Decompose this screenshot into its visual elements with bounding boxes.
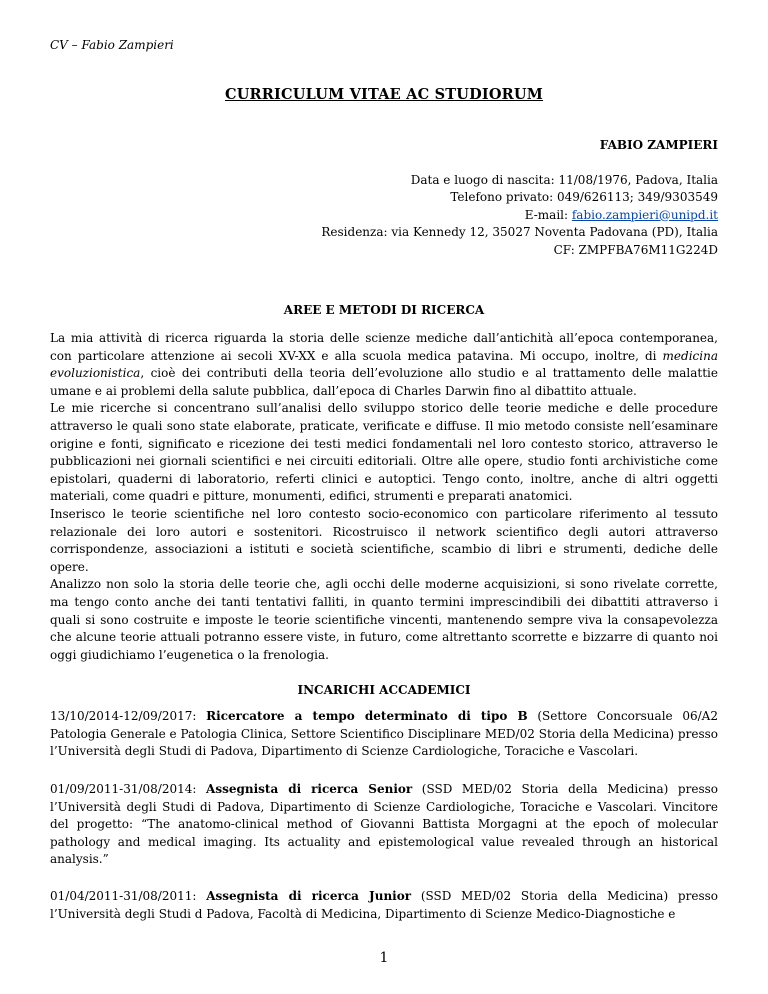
research-p1-emphasis: medicina evoluzionistica bbox=[50, 348, 718, 381]
email-line bbox=[321, 207, 718, 225]
email-label: E-mail: bbox=[524, 207, 572, 222]
position-role: Ricercatore a tempo determinato di tipo B bbox=[206, 709, 528, 723]
position-entry-3 bbox=[50, 888, 718, 923]
position-dates: 13/10/2014-12/09/2017: bbox=[50, 709, 207, 723]
residence-info: Residenza: via Kennedy 12, 35027 Noventa Padovana (PD), Italia bbox=[321, 225, 718, 240]
position-description: (SSD MED/02 Storia della Medicina) presso l’Università degli Studi di Padova, Dipartimento di Scienze Cardiologiche, Toraciche e Vascolari. Vincitore del progetto: “The anatomo-clinical method of Giovanni Battista Morgagni at the epoch of molecular pathology and medical imaging. Its actuality and epistemological value revealed through an historical analysis.” bbox=[50, 782, 718, 867]
phone-info: Telefono privato: 049/626113; 349/9303549 bbox=[450, 190, 718, 205]
research-paragraph-3: Inserisco le teorie scientifiche nel loro contesto socio-economico con particolare riferimento al tessuto relazionale dei loro autori e sostenitori. Ricostruisco il network scientifico degli autori attraverso corrispondenze, associazioni a istituti e società scientifiche, scambio di libri e strumenti, dediche delle opere. bbox=[50, 506, 718, 574]
section-heading-research: AREE E METODI DI RICERCA bbox=[283, 303, 485, 317]
birth-info: Data e luogo di nascita: 11/08/1976, Padova, Italia bbox=[410, 172, 718, 187]
running-header: CV – Fabio Zampieri bbox=[50, 38, 174, 52]
research-section bbox=[50, 330, 718, 664]
position-role: Assegnista di ricerca Junior bbox=[206, 889, 412, 903]
position-role: Assegnista di ricerca Senior bbox=[206, 782, 413, 796]
page-number: 1 bbox=[379, 950, 389, 966]
page-title: CURRICULUM VITAE AC STUDIORUM bbox=[224, 86, 544, 103]
position-description: (Settore Concorsuale 06/A2 Patologia Generale e Patologia Clinica, Settore Scientifico Disciplinare MED/02 Storia della Medicina) presso l’Università degli Studi di Padova, Dipartimento di Scienze Cardiologiche, Toraciche e Vascolari. bbox=[50, 709, 718, 759]
email-link[interactable]: fabio.zampieri@unipd.it bbox=[571, 207, 718, 222]
position-entry-2 bbox=[50, 781, 718, 869]
research-p1-text-a: La mia attività di ricerca riguarda la storia delle scienze mediche dall’antichità all’epoca contemporanea, con particolare attenzione ai secoli XV-XX e alla scuola medica patavina. Mi occupo, inoltre, di bbox=[50, 331, 718, 363]
author-name: FABIO ZAMPIERI bbox=[599, 138, 718, 152]
position-description: (SSD MED/02 Storia della Medicina) presso l’Università degli Studi d Padova, Facoltà di Medicina, Dipartimento di Scienze Medico-Diagnostiche e bbox=[50, 889, 718, 921]
research-paragraph-1 bbox=[50, 330, 718, 400]
research-paragraph-2: Le mie ricerche si concentrano sull’analisi dello sviluppo storico delle teorie mediche e delle procedure attraverso le quali sono state elaborate, praticate, verificate e diffuse. Il mio metodo consiste nell’esaminare origine e fonti, significato e ricezione dei testi medici fondamentali nel loro contesto storico, attraverso le pubblicazioni nei giornali scientifici e nei circuiti editoriali. Oltre alle opere, studio fonti archivistiche come epistolari, quaderni di laboratorio, referti clinici e autoptici. Tengo conto, inoltre, anche di altri oggetti materiali, come quadri e pitture, monumenti, edifici, strumenti e preparati anatomici. bbox=[50, 401, 718, 504]
research-p1-text-b: , cioè dei contributi della teoria dell’evoluzione allo studio e al trattamento delle malattie umane e ai problemi della salute pubblica, dall’epoca di Charles Darwin fino al dibattito attuale. bbox=[50, 366, 718, 398]
research-paragraph-4: Analizzo non solo la storia delle teorie che, agli occhi delle moderne acquisizioni, si sono rivelate corrette, ma tengo conto anche dei tanti tentativi falliti, in quanto termini imprescindibili dei dibattiti attraverso i quali si sono costruite e imposte le teorie scientifiche vincenti, mantenendo sempre viva la consapevolezza che alcune teorie attuali potranno essere viste, in futuro, come altrettanto scorrette e bizzarre di quanto noi oggi giudichiamo l’eugenetica o la frenologia. bbox=[50, 577, 718, 662]
tax-code: CF: ZMPFBA76M11G224D bbox=[553, 242, 718, 257]
author-info bbox=[321, 137, 718, 260]
section-heading-positions: INCARICHI ACCADEMICI bbox=[297, 683, 471, 697]
position-dates: 01/04/2011-31/08/2011: bbox=[50, 889, 207, 903]
position-entry-1 bbox=[50, 708, 718, 761]
position-dates: 01/09/2011-31/08/2014: bbox=[50, 782, 207, 796]
